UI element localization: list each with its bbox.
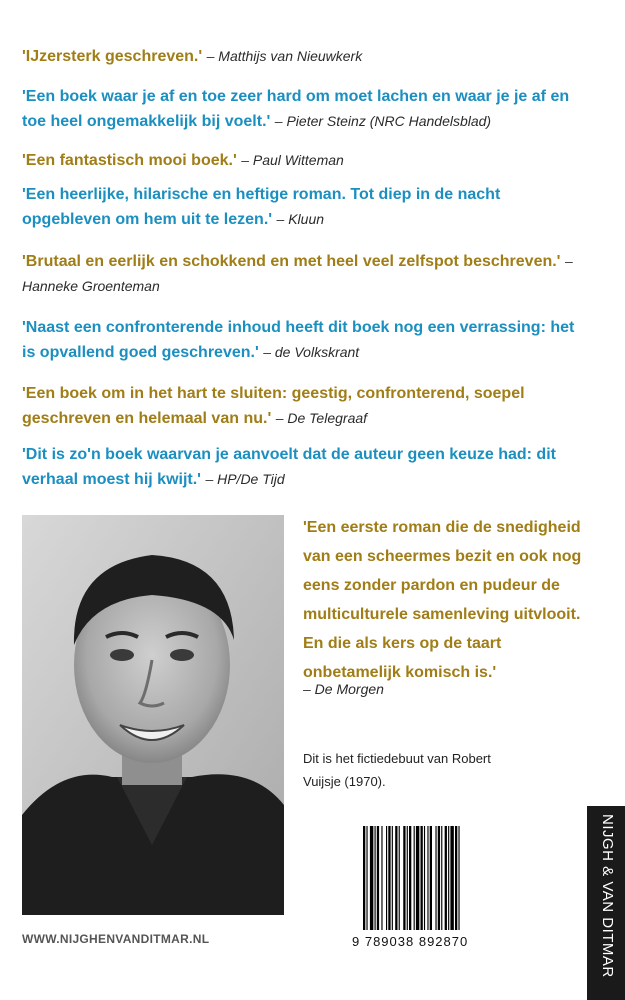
quote-text: 'Dit is zo'n boek waarvan je aanvoelt dat de auteur geen keuze had: dit verhaal moest hij kwijt.' <box>22 446 556 488</box>
quote-attribution: – Pieter Steinz (NRC Handelsblad) <box>274 113 492 129</box>
quote-item <box>22 382 582 431</box>
quote-item <box>22 148 582 173</box>
quote-item <box>22 44 582 69</box>
quote-text: 'Brutaal en eerlijk en schokkend en met heel veel zelfspot beschreven.' <box>22 253 561 270</box>
quote-attribution: – Paul Witteman <box>241 152 344 168</box>
isbn-number: 9 789038 892870 <box>352 934 469 949</box>
side-quote-attribution: – De Morgen <box>303 681 384 697</box>
quote-item <box>22 316 582 365</box>
quote-item <box>22 183 582 232</box>
publisher-spine <box>587 806 625 1000</box>
quote-attribution: – Kluun <box>276 211 325 227</box>
quote-attribution: – Hanneke Groenteman <box>22 253 573 294</box>
quote-text: 'Een boek waar je af en toe zeer hard om moet lachen en waar je je af en toe heel ongemakkelijk bij voelt.' <box>22 88 570 130</box>
side-quote-text: 'Een eerste roman die de snedigheid van een scheermes bezit en ook nog eens zonder pardon en pudeur de multiculturele samenleving uitvlooit. En die als kers op de taart onbetamelijk komisch is.' <box>303 519 582 681</box>
quote-text: 'Een boek om in het hart te sluiten: geestig, confronterend, soepel geschreven en helemaal van nu.' <box>22 385 525 427</box>
quote-attribution: – Matthijs van Nieuwkerk <box>206 48 363 64</box>
quote-attribution: – De Telegraaf <box>275 410 368 426</box>
quote-text: 'Een fantastisch mooi boek.' <box>22 152 237 169</box>
quote-text: 'Een heerlijke, hilarische en heftige roman. Tot diep in de nacht opgebleven om hem uit te lezen.' <box>22 186 501 228</box>
barcode-bars <box>359 826 501 936</box>
quote-item <box>22 85 582 134</box>
website-link[interactable]: WWW.NIJGHENVANDITMAR.NL <box>22 932 210 946</box>
author-portrait-illustration <box>22 515 284 915</box>
quote-text: 'Naast een confronterende inhoud heeft dit boek nog een verrassing: het is opvallend goed geschreven.' <box>22 319 575 361</box>
quote-attribution: – HP/De Tijd <box>205 471 285 487</box>
publisher-name: NIJGH & VAN DITMAR <box>599 814 616 978</box>
quote-item <box>22 249 582 299</box>
quote-attribution: – de Volkskrant <box>263 344 360 360</box>
author-photo <box>22 515 284 915</box>
quote-text: 'IJzersterk geschreven.' <box>22 48 203 65</box>
quote-item <box>22 443 582 492</box>
debut-note: Dit is het fictiedebuut van Robert Vuijsje (1970). <box>303 751 491 789</box>
